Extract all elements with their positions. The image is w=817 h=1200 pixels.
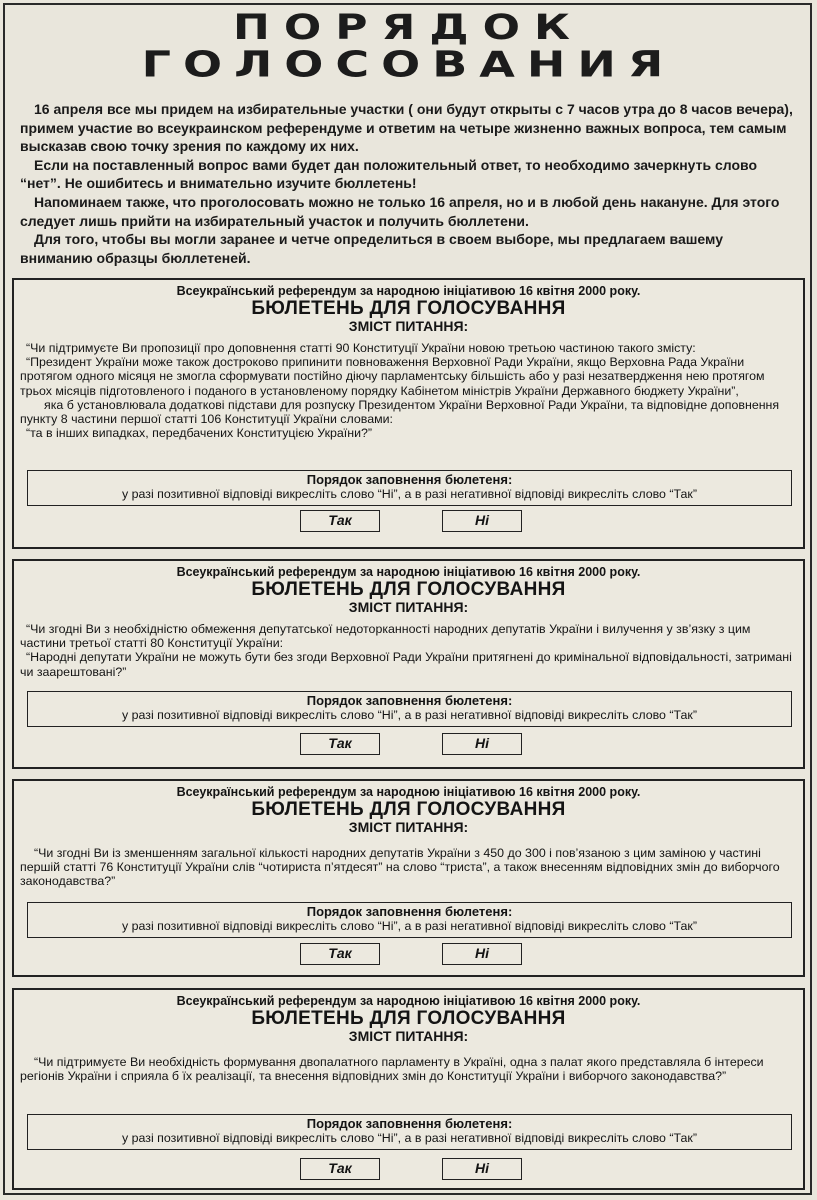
referendum-caption: Всеукраїнський референдум за народною ініціативою 16 квітня 2000 року. [176, 785, 641, 799]
question-heading: ЗМІСТ ПИТАННЯ: [348, 819, 469, 835]
fill-instructions [27, 1114, 792, 1150]
question-text [20, 341, 797, 440]
ballot-title: БЮЛЕТЕНЬ ДЛЯ ГОЛОСУВАННЯ [251, 298, 566, 319]
fill-instructions-text: у разі позитивної відповіді викресліть слово “Ні”, а в разі негативної відповіді викресліть слово “Так” [122, 1131, 697, 1145]
ballot-header [14, 785, 803, 836]
fill-instructions [27, 902, 792, 938]
fill-instructions-title: Порядок заповнення бюлетеня: [306, 1116, 513, 1131]
yes-option[interactable]: Так [300, 943, 380, 965]
intro-paragraph: Для того, чтобы вы могли заранее и четче определиться в своем выборе, мы предлагаем вашему вниманию образцы бюллетеней. [20, 231, 723, 266]
headline-line-1: ПОРЯДОК [233, 7, 584, 48]
question-paragraph: “Президент України може також достроково припинити повноваження Верховної Ради України, якщо Верховна Рада України протягом одного місяця не змогла сформувати постійно діючу парламентську більшість або у разі незатвердження нею протягом трьох місяців підготовленого і поданого в установленому порядку Кабінетом міністрів України Державного бюджету України”, [20, 355, 765, 398]
ballot-title: БЮЛЕТЕНЬ ДЛЯ ГОЛОСУВАННЯ [251, 1008, 566, 1029]
question-heading: ЗМІСТ ПИТАННЯ: [348, 1028, 469, 1044]
question-paragraph: “Чи згодні Ви з необхідністю обмеження депутатської недоторканності народних депутатів України і вилучення у зв’язку з цим частини третьої статті 80 Конституції України: [20, 622, 751, 651]
ballot-2 [12, 559, 805, 769]
ballot-header [14, 565, 803, 616]
question-paragraph: “Народні депутати України не можуть бути без згоди Верховної Ради України притягнені до кримінальної відповідальності, затримані чи заарештовані?” [20, 650, 792, 679]
yes-option[interactable]: Так [300, 733, 380, 755]
referendum-caption: Всеукраїнський референдум за народною ініціативою 16 квітня 2000 року. [176, 994, 641, 1008]
fill-instructions-text: у разі позитивної відповіді викресліть слово “Ні”, а в разі негативної відповіді викресліть слово “Так” [122, 708, 697, 722]
fill-instructions-title: Порядок заповнення бюлетеня: [306, 472, 513, 487]
referendum-caption: Всеукраїнський референдум за народною ініціативою 16 квітня 2000 року. [176, 565, 641, 579]
intro-text [20, 100, 798, 267]
yes-option[interactable]: Так [300, 510, 380, 532]
question-text [20, 846, 797, 889]
question-heading: ЗМІСТ ПИТАННЯ: [348, 318, 469, 334]
question-paragraph: яка б установлювала додаткові підстави для розпуску Президентом України Верховної Ради України, та відповідне доповнення пункту 8 частини першої статті 106 Конституції України словами: [20, 397, 780, 427]
no-option[interactable]: Ні [442, 733, 522, 755]
ballot-title: БЮЛЕТЕНЬ ДЛЯ ГОЛОСУВАННЯ [251, 799, 566, 820]
question-paragraph: “Чи підтримуєте Ви пропозиції про доповнення статті 90 Конституції України новою третьою частиною такого змісту: [26, 341, 696, 355]
intro-paragraph: 16 апреля все мы придем на избирательные участки ( они будут открыты с 7 часов утра до 8 часов вечера), примем участие во всеукраинском референдуме и ответим на четыре жизненно важных вопроса, тем самым высказав свою точку зрения по каждому их них. [20, 101, 793, 155]
fill-instructions [27, 470, 792, 506]
headline-line-2: ГОЛОСОВАНИЯ [141, 42, 676, 86]
ballot-1 [12, 278, 805, 549]
fill-instructions-text: у разі позитивної відповіді викресліть слово “Ні”, а в разі негативної відповіді викресліть слово “Так” [122, 919, 697, 933]
fill-instructions-title: Порядок заповнення бюлетеня: [306, 693, 513, 708]
question-text [20, 622, 797, 679]
referendum-caption: Всеукраїнський референдум за народною ініціативою 16 квітня 2000 року. [176, 284, 641, 298]
intro-paragraph: Если на поставленный вопрос вами будет дан положительный ответ, то необходимо зачеркнуть слово “нет”. Не ошибитесь и внимательно изучите бюллетень! [20, 156, 757, 192]
ballot-3 [12, 779, 805, 977]
question-text [20, 1055, 797, 1083]
yes-option[interactable]: Так [300, 1158, 380, 1180]
question-paragraph: “Чи підтримуєте Ви необхідність формування двопалатного парламенту в Україні, одна з палат якого представляла б інтереси регіонів України і сприяла б їх реалізації, та внесення відповідних змін до Конституції України і виборчого законодавства?” [20, 1055, 764, 1084]
no-option[interactable]: Ні [442, 1158, 522, 1180]
ballot-header [14, 284, 803, 335]
intro-paragraph: Напоминаем также, что проголосовать можно не только 16 апреля, но и в любой день накануне. Для этого следует лишь прийти на избирательный участок и получить бюллетени. [20, 193, 780, 229]
no-option[interactable]: Ні [442, 510, 522, 532]
question-paragraph: “Чи згодні Ви із зменшенням загальної кількості народних депутатів України з 450 до 300 і пов’язаною з цим заміною у частині першій статті 76 Конституції України слів “чотириста п’ятдесят” на слово “триста”, а також внесенням відповідних змін до виборчого законодавства?” [20, 846, 780, 889]
fill-instructions-title: Порядок заповнення бюлетеня: [306, 904, 513, 919]
fill-instructions-text: у разі позитивної відповіді викресліть слово “Ні”, а в разі негативної відповіді викресліть слово “Так” [122, 487, 697, 501]
ballot-header [14, 994, 803, 1045]
fill-instructions [27, 691, 792, 727]
question-heading: ЗМІСТ ПИТАННЯ: [348, 599, 469, 615]
question-paragraph: “та в інших випадках, передбачених Конституцією України?” [26, 426, 373, 441]
ballot-title: БЮЛЕТЕНЬ ДЛЯ ГОЛОСУВАННЯ [251, 579, 566, 600]
ballot-4 [12, 988, 805, 1190]
no-option[interactable]: Ні [442, 943, 522, 965]
